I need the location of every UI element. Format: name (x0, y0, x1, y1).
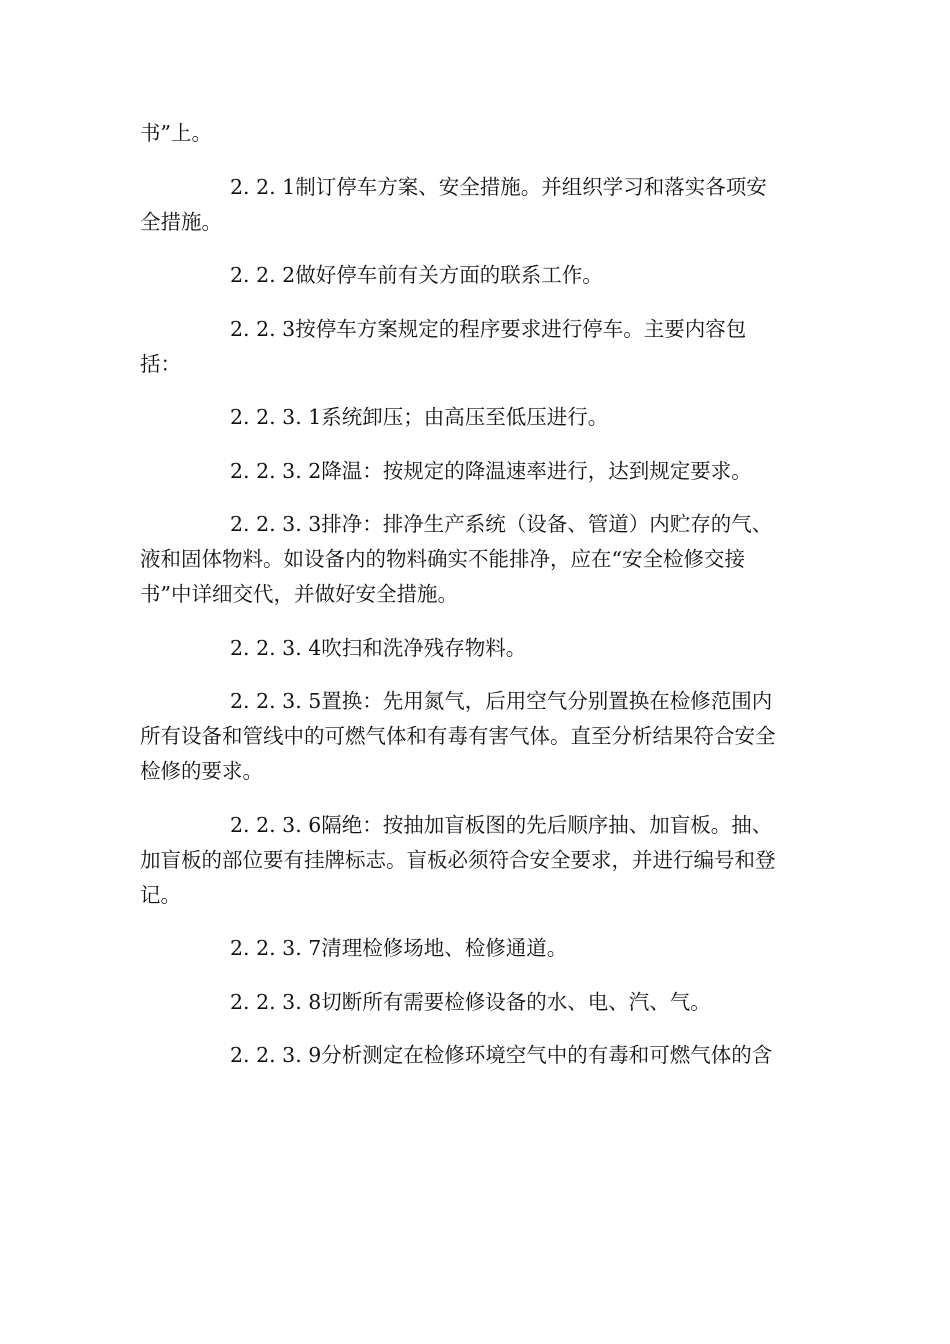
text-line: 括： (140, 351, 181, 376)
document-body (140, 116, 820, 1073)
text-line: 2. 2. 3. 9分析测定在检修环境空气中的有毒和可燃气体的含 (230, 1043, 773, 1067)
text-line: 2. 2. 3. 1系统卸压；由高压至低压进行。 (230, 405, 609, 429)
text-line: 2. 2. 3. 3排净：排净生产系统（设备、管道）内贮存的气、 (230, 512, 773, 536)
text-line: 2. 2. 3按停车方案规定的程序要求进行停车。主要内容包 (230, 316, 747, 341)
text-line: 液和固体物料。如设备内的物料确实不能排净，应在“安全检修交接 (140, 547, 745, 571)
text-line: 2. 2. 3. 7清理检修场地、检修通道。 (230, 936, 568, 960)
text-line: 检修的要求。 (140, 759, 263, 783)
text-line: 全措施。 (140, 209, 222, 234)
text-line: 加盲板的部位要有挂牌标志。盲板必须符合安全要求，并进行编号和登 (140, 847, 776, 872)
text-line: 所有设备和管线中的可燃气体和有毒有害气体。直至分析结果符合安全 (140, 724, 776, 748)
text-line: 2. 2. 3. 4吹扫和洗净残存物料。 (230, 635, 527, 660)
text-line: 2. 2. 1制订停车方案、安全措施。并组织学习和落实各项安 (230, 174, 767, 199)
text-line: 2. 2. 3. 2降温：按规定的降温速率进行，达到规定要求。 (230, 458, 752, 483)
text-line: 书”上。 (140, 121, 212, 145)
text-line: 记。 (140, 882, 181, 907)
text-line: 书”中详细交代，并做好安全措施。 (140, 582, 458, 606)
text-line: 2. 2. 3. 8切断所有需要检修设备的水、电、汽、气。 (230, 989, 711, 1014)
text-line: 2. 2. 3. 5置换：先用氮气，后用空气分别置换在检修范围内 (230, 689, 773, 713)
text-line: 2. 2. 2做好停车前有关方面的联系工作。 (230, 263, 603, 287)
text-line: 2. 2. 3. 6隔绝：按抽加盲板图的先后顺序抽、加盲板。抽、 (230, 812, 773, 837)
